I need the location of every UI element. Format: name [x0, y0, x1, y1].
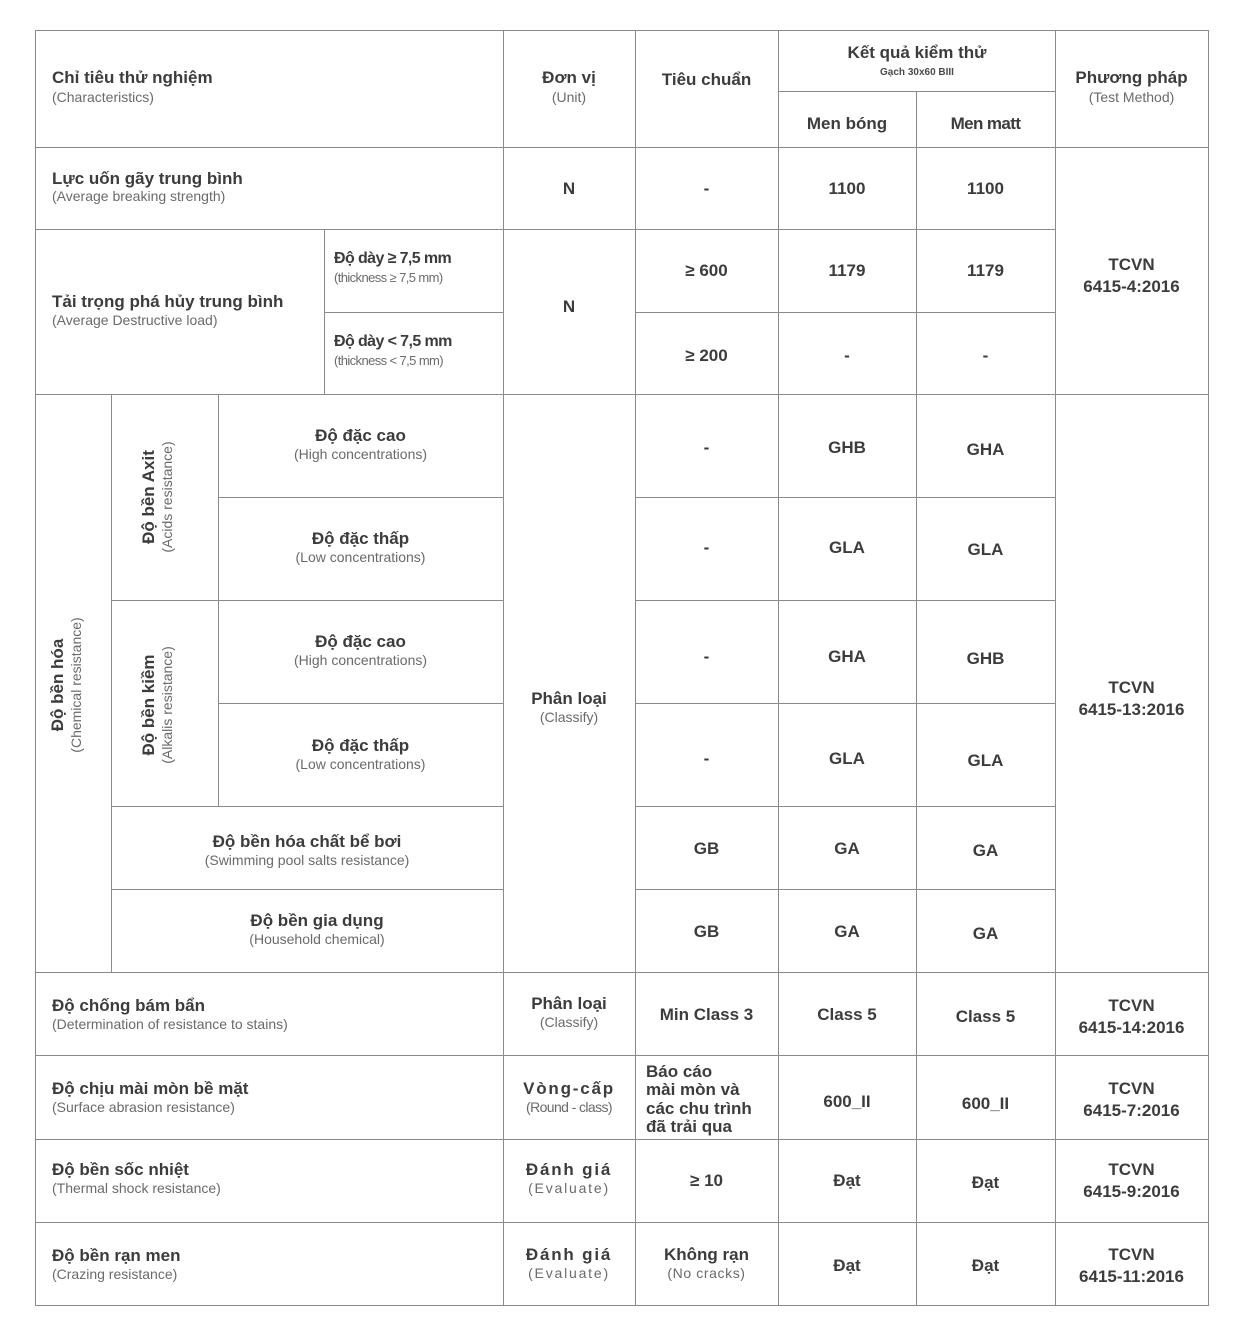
chemical-method-line1: TCVN	[1108, 678, 1155, 697]
thin-glossy: -	[844, 346, 850, 365]
chemical-name: Độ bền hóa	[48, 638, 67, 732]
acid-name-en: (Acids resistance)	[158, 441, 175, 553]
crazing-name: Độ bền rạn men	[52, 1246, 181, 1265]
thick-glossy: 1179	[828, 261, 866, 280]
abrasion-standard	[646, 1063, 752, 1136]
destructive-name-en: (Average Destructive load)	[52, 312, 218, 328]
header-results: Kết quả kiểm thử	[847, 43, 987, 62]
pool-label-en: (Swimming pool salts resistance)	[204, 852, 410, 868]
thermal-method-line2: 6415-9:2016	[1083, 1182, 1180, 1201]
alkali-high-label: Độ đặc cao	[315, 632, 406, 651]
destructive-unit: N	[562, 297, 576, 316]
rule	[778, 30, 779, 1306]
header-unit: Đơn vị	[542, 68, 596, 87]
alkali-high-matt: GHB	[966, 649, 1005, 668]
rule	[35, 1139, 1209, 1140]
method-1-line1: TCVN	[1108, 255, 1155, 274]
stains-unit: Phân loại	[531, 994, 607, 1013]
crazing-standard-en: (No cracks)	[667, 1265, 746, 1281]
abrasion-standard-line1: Báo cáo	[646, 1062, 713, 1081]
rule	[35, 30, 1209, 31]
alkali-low-label: Độ đặc thấp	[311, 736, 410, 755]
breaking-name: Lực uốn gãy trung bình	[52, 169, 243, 188]
rule	[324, 229, 325, 394]
thermal-glossy: Đạt	[833, 1171, 861, 1190]
abrasion-unit-en: (Round - class)	[526, 1099, 612, 1115]
pool-label: Độ bền hóa chất bể bơi	[212, 832, 402, 851]
abrasion-standard-line4: đã trải qua	[646, 1117, 732, 1137]
rule	[35, 1222, 1209, 1223]
acid-high-label-en: (High concentrations)	[293, 446, 428, 462]
breaking-matt: 1100	[967, 179, 1004, 198]
crazing-glossy: Đạt	[833, 1256, 861, 1275]
pool-glossy: GA	[834, 839, 860, 858]
thermal-unit: Đánh giá	[525, 1160, 613, 1179]
thin-label: Độ dày < 7,5 mm	[334, 333, 452, 350]
stains-name: Độ chống bám bẩn	[52, 996, 205, 1015]
header-method: Phương pháp	[1075, 68, 1188, 87]
rule	[1208, 30, 1209, 1306]
rule	[218, 703, 503, 704]
acid-label	[139, 397, 189, 597]
header-standard: Tiêu chuẩn	[661, 70, 752, 89]
header-glossy: Men bóng	[806, 114, 888, 133]
crazing-unit: Đánh giá	[525, 1245, 613, 1264]
alkali-low-standard: -	[703, 749, 710, 768]
abrasion-method-line2: 6415-7:2016	[1083, 1101, 1180, 1120]
alkali-name-en: (Alkalis resistance)	[158, 646, 175, 764]
rule	[111, 600, 503, 601]
chemical-unit-en: (Classify)	[539, 709, 599, 725]
acid-low-label-en: (Low concentrations)	[295, 549, 426, 565]
crazing-matt: Đạt	[971, 1256, 1000, 1275]
abrasion-name-en: (Surface abrasion resistance)	[52, 1099, 235, 1115]
breaking-standard: -	[703, 179, 710, 198]
rule	[218, 497, 503, 498]
rule	[635, 703, 1056, 704]
acid-high-label: Độ đặc cao	[315, 426, 406, 445]
thermal-method-line1: TCVN	[1108, 1160, 1155, 1179]
breaking-glossy: 1100	[828, 179, 866, 198]
rule	[35, 1305, 1209, 1306]
thick-standard: ≥ 600	[685, 261, 728, 280]
alkali-high-standard: -	[703, 647, 710, 666]
rule	[111, 394, 112, 972]
crazing-method-line1: TCVN	[1108, 1245, 1155, 1264]
thick-matt: 1179	[967, 261, 1004, 280]
abrasion-name: Độ chịu mài mòn bề mặt	[52, 1079, 249, 1098]
stains-name-en: (Determination of resistance to stains)	[52, 1016, 288, 1032]
alkali-name: Độ bền kiềm	[139, 654, 158, 756]
rule	[111, 806, 503, 807]
header-unit-en: (Unit)	[551, 89, 587, 105]
rule	[635, 30, 636, 1306]
header-results-sub: Gạch 30x60 BIII	[880, 67, 954, 78]
household-label: Độ bền gia dụng	[250, 911, 384, 930]
alkali-label	[139, 605, 189, 805]
thermal-name-en: (Thermal shock resistance)	[52, 1180, 221, 1196]
acid-low-label: Độ đặc thấp	[311, 529, 410, 548]
header-characteristics: Chỉ tiêu thử nghiệm	[52, 68, 213, 87]
chemical-unit: Phân loại	[531, 689, 607, 708]
chemical-method-line2: 6415-13:2016	[1078, 700, 1185, 719]
acid-high-matt: GHA	[966, 440, 1005, 459]
chemical-name-en: (Chemical resistance)	[67, 617, 84, 753]
acid-low-standard: -	[703, 538, 710, 557]
crazing-method-line2: 6415-11:2016	[1079, 1267, 1184, 1286]
acid-high-glossy: GHB	[828, 438, 866, 457]
stains-method-line2: 6415-14:2016	[1078, 1018, 1185, 1037]
abrasion-method-line1: TCVN	[1108, 1079, 1155, 1098]
header-characteristics-en: (Characteristics)	[52, 89, 154, 105]
alkali-low-label-en: (Low concentrations)	[295, 756, 426, 772]
pool-matt: GA	[972, 841, 999, 860]
rule	[35, 1055, 1209, 1056]
household-label-en: (Household chemical)	[249, 931, 385, 947]
thermal-matt: Đạt	[971, 1173, 1000, 1192]
alkali-high-label-en: (High concentrations)	[293, 652, 428, 668]
rule	[324, 312, 503, 313]
rule	[635, 600, 1056, 601]
thermal-unit-en: (Evaluate)	[528, 1180, 610, 1196]
acid-name: Độ bền Axit	[139, 450, 158, 544]
alkali-low-matt: GLA	[967, 751, 1004, 770]
alkali-high-glossy: GHA	[828, 647, 866, 666]
stains-glossy: Class 5	[817, 1005, 877, 1024]
crazing-unit-en: (Evaluate)	[528, 1265, 610, 1281]
stains-matt: Class 5	[955, 1007, 1016, 1026]
acid-high-standard: -	[703, 438, 710, 457]
header-method-en: (Test Method)	[1088, 89, 1175, 105]
alkali-low-glossy: GLA	[829, 749, 865, 768]
stains-standard: Min Class 3	[659, 1005, 754, 1024]
thick-label: Độ dày ≥ 7,5 mm	[334, 250, 452, 267]
header-matt: Men matt	[950, 114, 1021, 133]
crazing-name-en: (Crazing resistance)	[52, 1266, 178, 1282]
thermal-name: Độ bền sốc nhiệt	[52, 1160, 189, 1179]
chemical-label	[48, 500, 98, 870]
rule	[35, 972, 1209, 973]
rule	[35, 394, 1209, 395]
thin-matt: -	[982, 346, 989, 365]
thin-label-en: (thickness < 7,5 mm)	[334, 353, 444, 368]
pool-standard: GB	[693, 839, 720, 858]
rule	[635, 806, 1056, 807]
method-1-line2: 6415-4:2016	[1083, 277, 1180, 296]
stains-unit-en: (Classify)	[539, 1014, 599, 1030]
thick-label-en: (thickness ≥ 7,5 mm)	[334, 270, 443, 285]
rule	[35, 30, 36, 1306]
household-glossy: GA	[834, 922, 860, 941]
crazing-standard: Không rạn	[664, 1245, 749, 1264]
rule	[635, 312, 1056, 313]
acid-low-glossy: GLA	[829, 538, 865, 557]
rule	[35, 147, 1209, 148]
breaking-name-en: (Average breaking strength)	[52, 188, 226, 204]
abrasion-matt: 600_II	[961, 1094, 1010, 1113]
household-matt: GA	[972, 924, 999, 943]
thermal-standard: ≥ 10	[690, 1171, 723, 1190]
abrasion-standard-line2: mài mòn và	[646, 1080, 740, 1100]
thin-standard: ≥ 200	[685, 346, 728, 365]
breaking-unit: N	[562, 179, 576, 198]
abrasion-standard-line3: các chu trình	[646, 1098, 752, 1118]
abrasion-glossy: 600_II	[823, 1092, 871, 1111]
rule	[35, 229, 1056, 230]
acid-low-matt: GLA	[967, 540, 1004, 559]
rule	[111, 889, 503, 890]
abrasion-unit: Vòng-cấp	[523, 1079, 615, 1098]
household-standard: GB	[693, 922, 720, 941]
rule	[635, 889, 1056, 890]
stains-method-line1: TCVN	[1108, 996, 1155, 1015]
destructive-name: Tải trọng phá hủy trung bình	[52, 292, 284, 311]
rule	[635, 497, 1056, 498]
rule	[778, 91, 1056, 92]
